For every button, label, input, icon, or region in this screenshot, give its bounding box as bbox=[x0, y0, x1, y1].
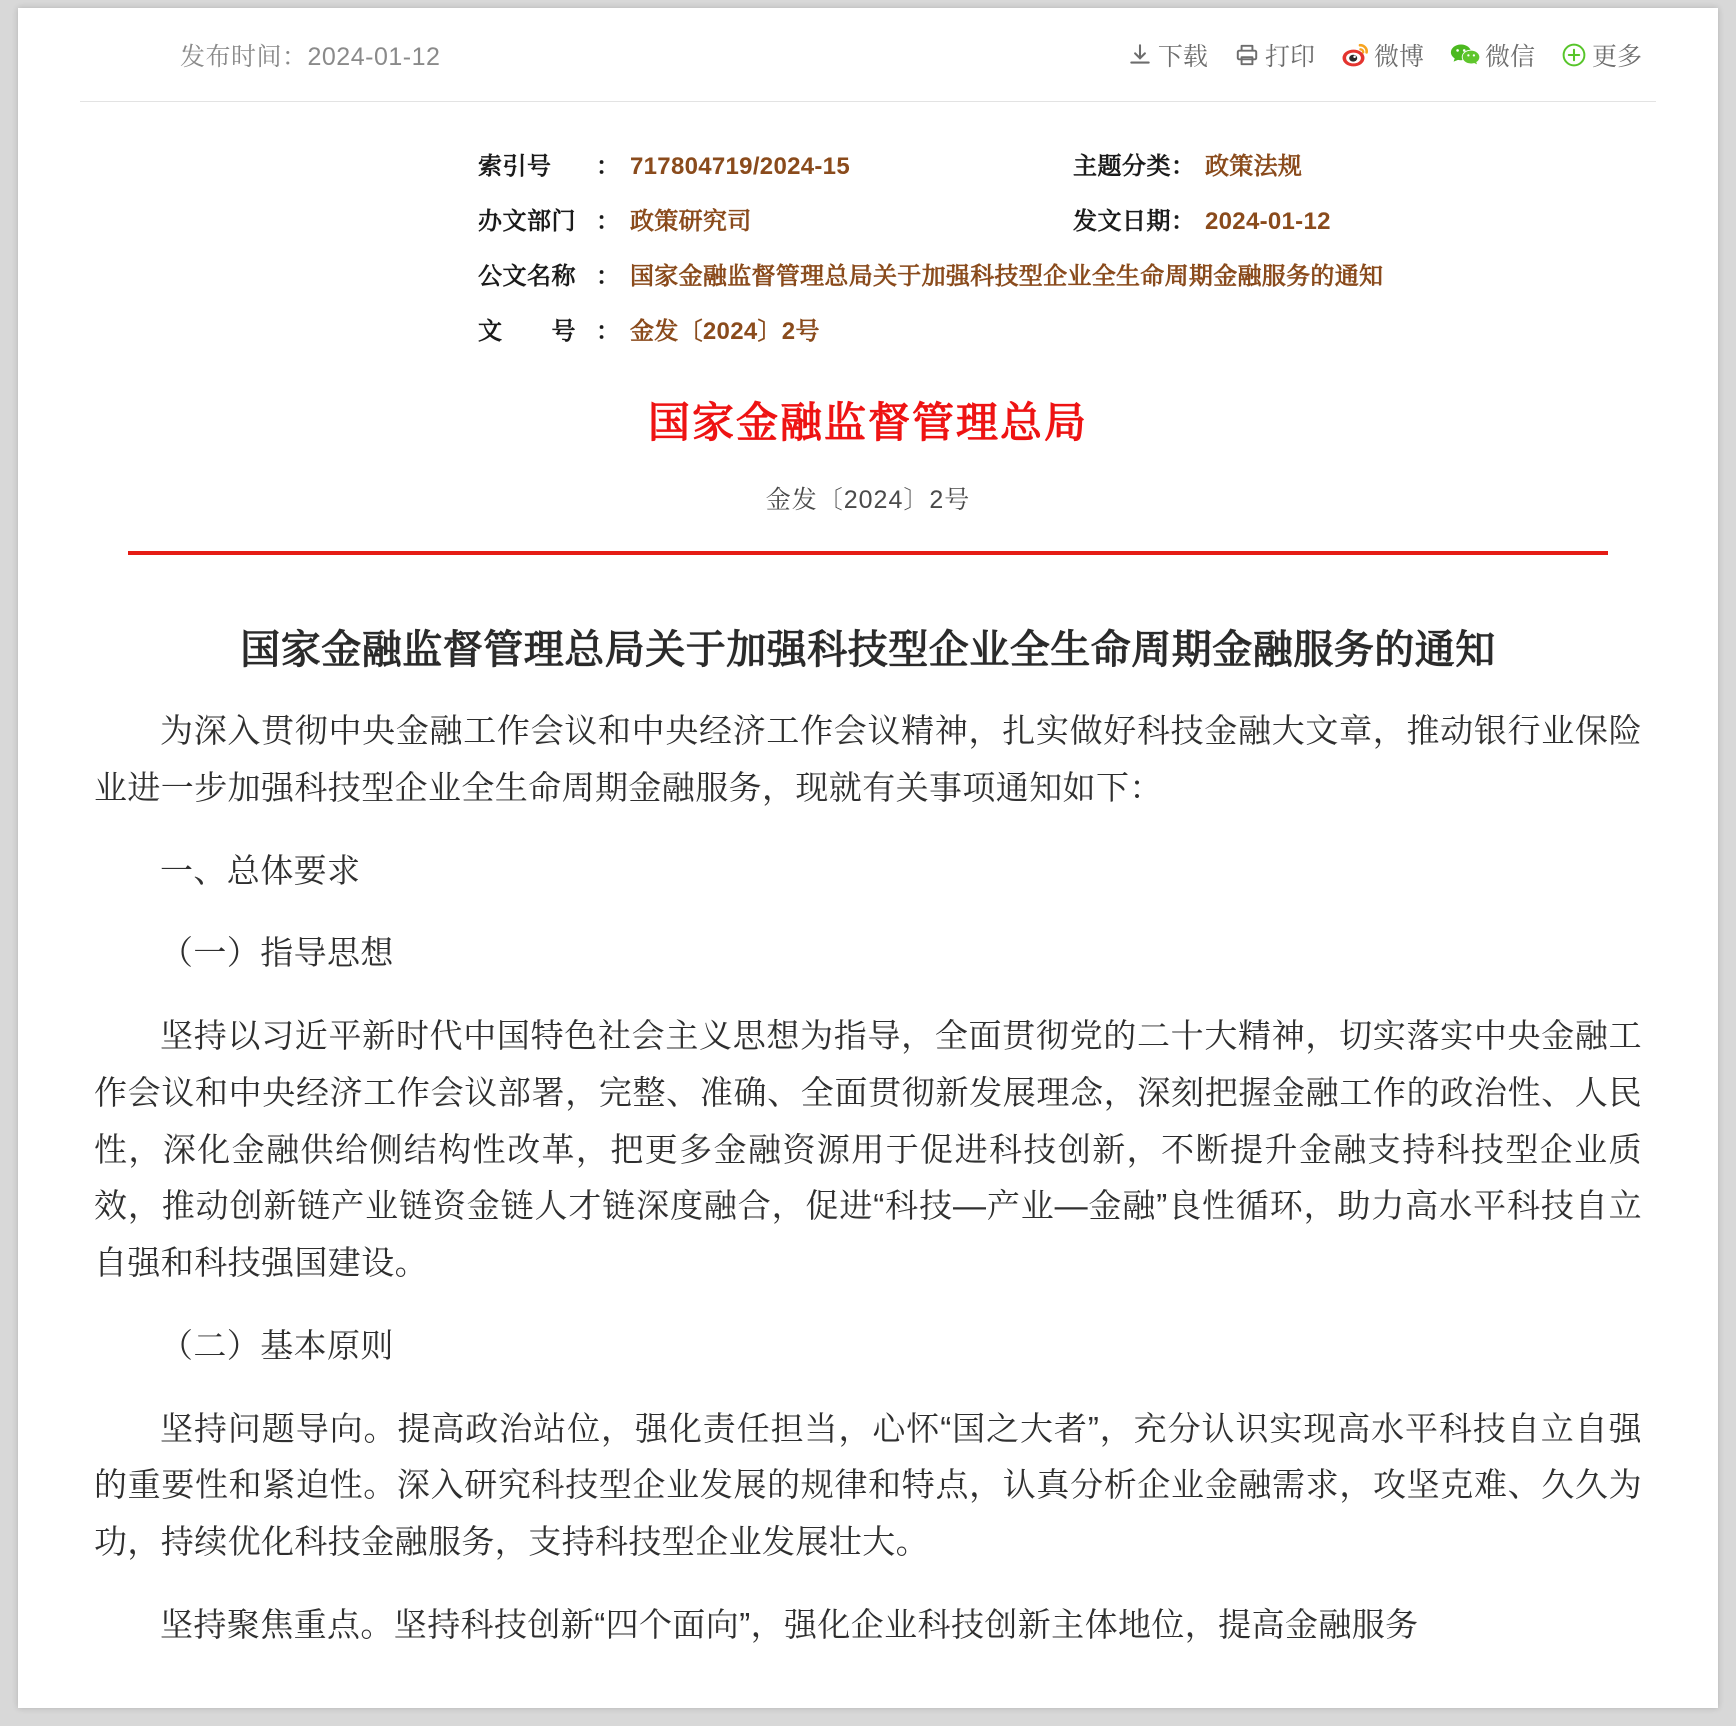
document-number-center: 金发〔2024〕2号 bbox=[765, 486, 971, 514]
weibo-share-button[interactable] bbox=[1341, 37, 1424, 73]
doc-name-label: 公文名称 bbox=[478, 263, 576, 290]
department-value: 政策研究司 bbox=[630, 208, 752, 235]
meta-colon: ： bbox=[596, 263, 620, 290]
meta-colon: ： bbox=[596, 153, 620, 180]
meta-row-doc-number bbox=[18, 311, 1718, 346]
index-value: 717804719/2024-15 bbox=[630, 153, 850, 180]
paragraph: 为深入贯彻中央金融工作会议和中央经济工作会议精神，扎实做好科技金融大文章，推动银行业保险业进一步加强科技型企业全生命周期金融服务，现就有关事项通知如下： bbox=[94, 712, 1642, 806]
meta-row-department bbox=[18, 201, 1718, 236]
meta-colon: ： bbox=[1171, 208, 1195, 235]
print-button[interactable] bbox=[1234, 37, 1315, 73]
print-label: 打印 bbox=[1264, 42, 1315, 71]
wechat-icon bbox=[1450, 42, 1480, 68]
weibo-label: 微博 bbox=[1373, 42, 1424, 71]
meta-colon: ： bbox=[596, 318, 620, 345]
wechat-share-button[interactable] bbox=[1450, 37, 1535, 73]
issue-date-value: 2024-01-12 bbox=[1205, 208, 1331, 235]
doc-name-value: 国家金融监督管理总局关于加强科技型企业全生命周期金融服务的通知 bbox=[630, 263, 1384, 290]
meta-colon: ： bbox=[1171, 153, 1195, 180]
weibo-icon bbox=[1341, 42, 1369, 68]
section-heading-1-2: （二）基本原则 bbox=[160, 1326, 394, 1364]
department-label: 办文部门 bbox=[478, 208, 576, 235]
meta-field-category bbox=[1073, 146, 1302, 181]
issue-date-label: 发文日期 bbox=[1073, 208, 1171, 235]
section-heading-1: 一、总体要求 bbox=[160, 851, 361, 889]
meta-field-doc-name bbox=[478, 256, 1383, 291]
publish-time: 发布时间：2024-01-12 bbox=[180, 42, 441, 71]
category-value: 政策法规 bbox=[1205, 153, 1303, 180]
issuing-agency: 国家金融监督管理总局 bbox=[647, 399, 1088, 446]
meta-colon: ： bbox=[596, 208, 620, 235]
paragraph-partial: 坚持聚焦重点。坚持科技创新“四个面向”，强化企业科技创新主体地位，提高金融服务 bbox=[160, 1605, 1419, 1643]
document-metadata bbox=[18, 146, 1718, 346]
meta-field-department bbox=[478, 201, 752, 236]
document-title: 国家金融监督管理总局关于加强科技型企业全生命周期金融服务的通知 bbox=[240, 628, 1496, 672]
paragraph: 坚持以习近平新时代中国特色社会主义思想为指导，全面贯彻党的二十大精神，切实落实中央金融工作会议和中央经济工作会议部署，完整、准确、全面贯彻新发展理念，深刻把握金融工作的政治性、人民性，深化金融供给侧结构性改革，把更多金融资源用于促进科技创新，不断提升金融支持科技型企业质效，推动创新链产业链资金链人才链深度融合，促进“科技—产业—金融”良性循环，助力高水平科技自立自强和科技强国建设。 bbox=[94, 1017, 1642, 1281]
category-label: 主题分类 bbox=[1073, 153, 1171, 180]
print-icon bbox=[1234, 42, 1260, 68]
meta-field-issue-date bbox=[1073, 201, 1331, 236]
doc-number-value: 金发〔2024〕2号 bbox=[630, 318, 820, 345]
download-button[interactable] bbox=[1127, 37, 1208, 73]
doc-number-label: 文 号 bbox=[478, 318, 576, 345]
more-share-button[interactable] bbox=[1561, 37, 1642, 73]
plus-circle-icon bbox=[1561, 42, 1587, 68]
document-body bbox=[78, 555, 1658, 1654]
meta-field-index bbox=[478, 146, 850, 181]
document-toolbar bbox=[80, 8, 1656, 102]
share-tools bbox=[1127, 37, 1642, 73]
download-icon bbox=[1127, 42, 1153, 68]
paragraph: 坚持问题导向。提高政治站位，强化责任担当，心怀“国之大者”，充分认识实现高水平科技自立自强的重要性和紧迫性。深入研究科技型企业发展的规律和特点，认真分析企业金融需求，攻坚克难、久久为功，持续优化科技金融服务，支持科技型企业发展壮大。 bbox=[94, 1409, 1642, 1560]
wechat-label: 微信 bbox=[1484, 42, 1535, 71]
document-paper bbox=[18, 8, 1718, 1708]
meta-row-index bbox=[18, 146, 1718, 181]
download-label: 下载 bbox=[1157, 42, 1208, 71]
meta-field-doc-number bbox=[478, 311, 820, 346]
index-label: 索引号 bbox=[478, 153, 552, 180]
section-heading-1-1: （一）指导思想 bbox=[160, 934, 394, 972]
meta-row-doc-name bbox=[18, 256, 1718, 291]
more-label: 更多 bbox=[1591, 42, 1642, 71]
